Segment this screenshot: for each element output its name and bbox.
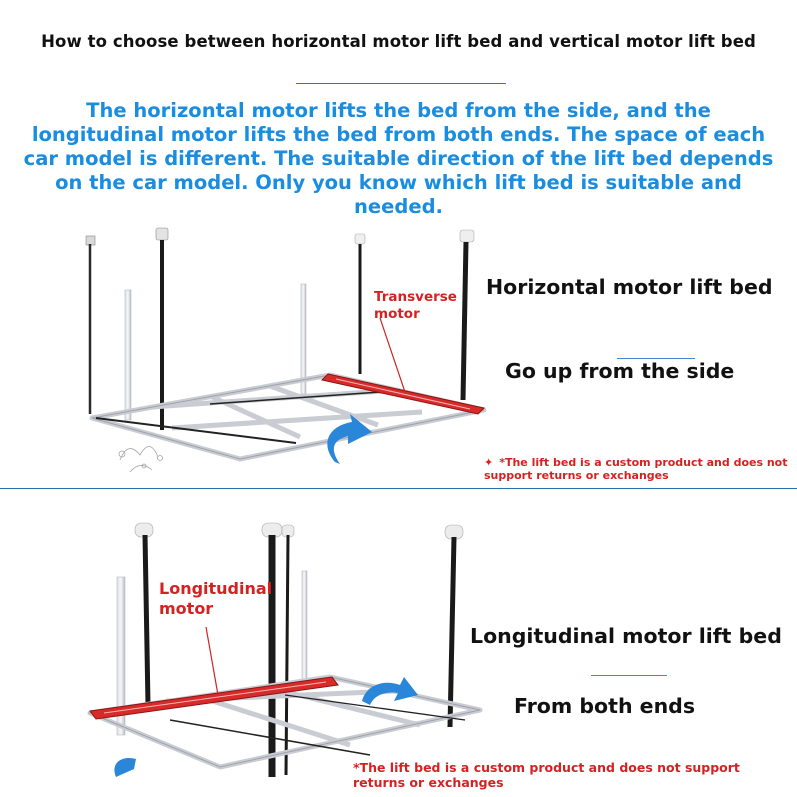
page-title: How to choose between horizontal motor lift bed and vertical motor lift bed [41,32,756,51]
transverse-motor-label: Transverse motor [374,289,457,322]
section-divider [0,488,797,489]
longitudinal-section-subtitle: From both ends [514,694,696,718]
longitudinal-section-title: Longitudinal motor lift bed [470,624,782,648]
title-divider [296,83,506,84]
longitudinal-motor-label: Longitudinal motor [159,579,273,618]
longitudinal-notice: *The lift bed is a custom product and does not support returns or exchanges [353,760,740,790]
longitudinal-title-rule [591,675,667,676]
intro-paragraph: The horizontal motor lifts the bed from the side, and the longitudinal motor lifts the bed from both ends. The space of each car model is different. The suitable direction of the lift bed depends on the car model. Only you know which lift bed is suitable and needed. [23,99,774,218]
horizontal-section-subtitle: Go up from the side [505,359,735,383]
longitudinal-lift-bed-illustration [70,505,500,797]
horizontal-lift-bed-illustration [60,222,500,490]
red-sparkle-icon: ✦ [484,456,494,469]
horizontal-section-title: Horizontal motor lift bed [486,275,773,299]
horizontal-notice: ✦ *The lift bed is a custom product and does not support returns or exchanges [484,456,788,482]
